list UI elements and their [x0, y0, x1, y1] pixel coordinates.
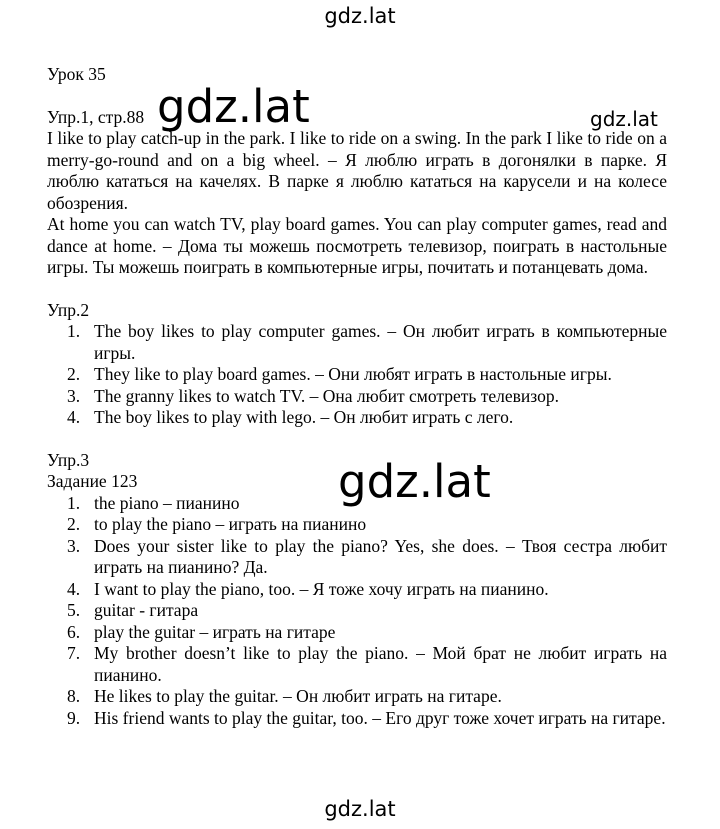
watermark-small: gdz.lat [590, 107, 658, 131]
list-item-number: 8. [67, 686, 81, 706]
list-item-number: 2. [67, 364, 81, 384]
list-item-number: 4. [67, 407, 81, 427]
list-item-number: 1. [67, 492, 81, 513]
list-item [47, 579, 667, 601]
exercise-1-paragraph-2: At home you can watch TV, play board games. You can play computer games, read and dance at home. – Дома ты можешь посмотреть телевизор, поиграть в настольные игры. Ты можешь поиграть в компьютерные игры, почитать и потанцевать дома. [47, 214, 667, 277]
list-item [47, 536, 667, 579]
exercise-1-paragraph-1: I like to play catch-up in the park. I like to ride on a swing. In the park I like to ride on a merry-go-round and on a big wheel. – Я люблю играть в догонялки в парке. Я люблю кататься на качелях. В парке я люблю кататься на карусели и на колесе обозрения. [47, 128, 667, 213]
list-item [47, 364, 667, 386]
list-item-number: 1. [67, 321, 81, 341]
list-item [47, 708, 667, 730]
list-item [47, 407, 667, 429]
list-item-number: 3. [67, 385, 81, 406]
list-item-text: the piano – пианино [94, 492, 240, 513]
list-item-number: 6. [67, 621, 81, 642]
list-item-number: 4. [67, 578, 81, 599]
list-item-text: The boy likes to play with lego. – Он любит играть с лего. [94, 407, 514, 427]
list-item [47, 321, 667, 364]
exercise-1-heading: Упр.1, стр.88 [47, 106, 145, 127]
list-item-text: His friend wants to play the guitar, too. – Его друг тоже хочет играть на гитаре. [94, 707, 666, 728]
list-item [47, 686, 667, 708]
list-item-number: 2. [67, 514, 81, 534]
list-item-text: He likes to play the guitar. – Он любит играть на гитаре. [94, 686, 502, 706]
list-item [47, 514, 667, 536]
list-item-number: 5. [67, 600, 81, 620]
list-item-text: My brother doesn’t like to play the piano. – Мой брат не любит играть на пианино. [94, 643, 667, 685]
list-item-text: The granny likes to watch TV. – Она любит смотреть телевизор. [94, 385, 559, 406]
exercise-3-list [47, 493, 667, 730]
list-item-text: I want to play the piano, too. – Я тоже хочу играть на пианино. [94, 578, 549, 599]
list-item-text: to play the piano – играть на пианино [94, 514, 367, 534]
list-item [47, 493, 667, 515]
list-item [47, 622, 667, 644]
exercise-2-heading: Упр.2 [47, 299, 90, 320]
list-item [47, 643, 667, 686]
list-item [47, 600, 667, 622]
exercise-3-heading: Упр.3 [47, 449, 90, 470]
exercise-3-task: Задание 123 [47, 471, 138, 491]
list-item-number: 3. [67, 535, 81, 556]
list-item-text: They like to play board games. – Они любят играть в настольные игры. [94, 364, 612, 384]
watermark-large: gdz.lat [157, 80, 310, 133]
exercise-2-list [47, 321, 667, 429]
list-item-number: 9. [67, 707, 81, 728]
list-item-number: 7. [67, 643, 81, 663]
watermark-large-2: gdz.lat [338, 455, 491, 508]
list-item-text: play the guitar – играть на гитаре [94, 621, 336, 642]
watermark-bottom: gdz.lat [324, 797, 396, 821]
document-body [47, 64, 667, 729]
list-item-text: guitar - гитара [94, 600, 199, 620]
list-item [47, 386, 667, 408]
watermark-top: gdz.lat [324, 4, 396, 28]
list-item-text: Does your sister like to play the piano? Yes, she does. – Твоя сестра любит играть на пианино? Да. [94, 535, 667, 577]
lesson-title: Урок 35 [47, 64, 106, 84]
list-item-text: The boy likes to play computer games. – Он любит играть в компьютерные игры. [94, 321, 667, 363]
